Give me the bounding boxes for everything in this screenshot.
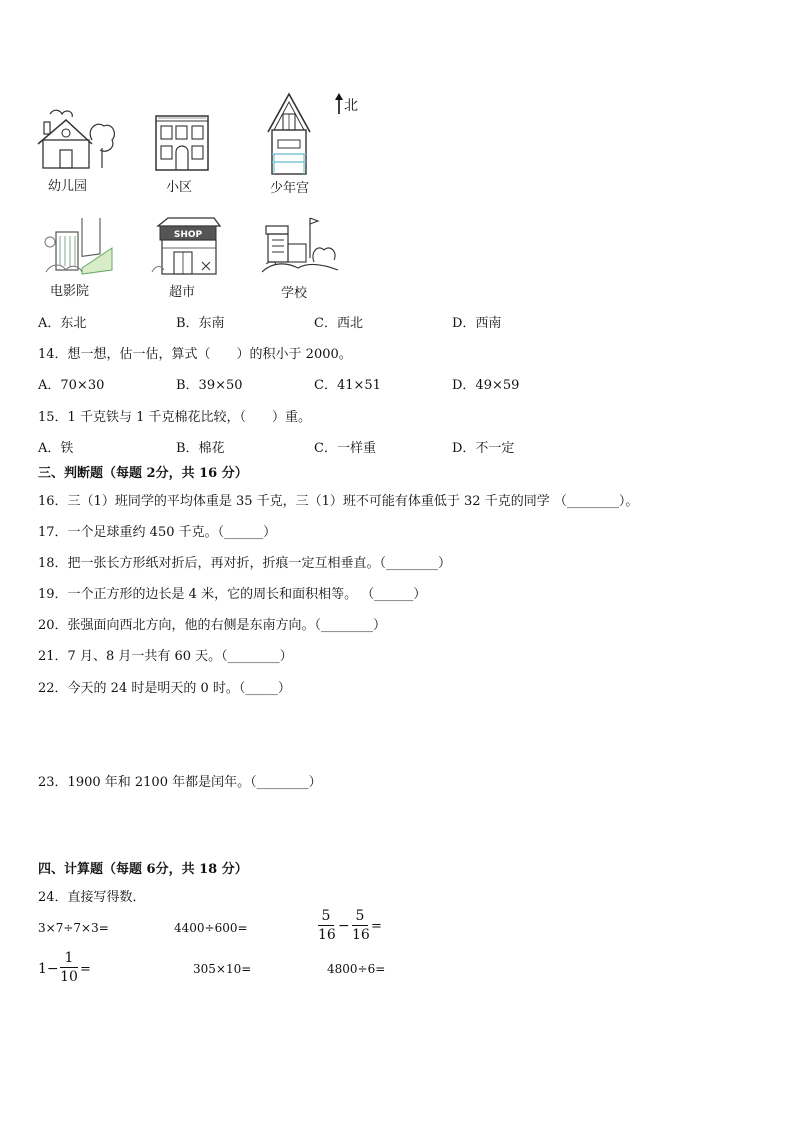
fraction-1: 5 16: [318, 908, 336, 943]
q15-option-c[interactable]: C．一样重: [314, 441, 376, 456]
place-label-cinema: 电影院: [50, 284, 90, 299]
judgment-18[interactable]: 18．把一张长方形纸对折后，再对折，折痕一定互相垂直。（________）: [38, 556, 452, 571]
equals-sign: =: [371, 919, 382, 934]
compass-north-label: 北: [344, 98, 358, 114]
calc-4[interactable]: 305×10=: [193, 962, 252, 976]
q13-option-b[interactable]: B．东南: [176, 316, 225, 331]
shop-sign-text: SHOP: [173, 230, 203, 240]
section-3-title: 三、判断题（每题 2分，共 16 分）: [38, 466, 248, 481]
judgment-16[interactable]: 16．三（1）班同学的平均体重是 35 千克，三（1）班不可能有体重低于 32 千克的同学 （________）。: [38, 494, 639, 509]
fraction-3: 1 10: [60, 950, 78, 985]
place-label-kindergarten: 幼儿园: [48, 179, 88, 194]
calc-5[interactable]: 4800÷6=: [327, 962, 386, 976]
apartment-building-icon: [152, 112, 212, 172]
q14-option-a[interactable]: A．70×30: [38, 378, 105, 393]
section-4-title: 四、计算题（每题 6分，共 18 分）: [38, 862, 248, 877]
youth-palace-icon: [264, 92, 314, 176]
place-label-youth-palace: 少年宫: [270, 181, 310, 196]
judgment-19[interactable]: 19．一个正方形的边长是 4 米，它的周长和面积相等。 （______）: [38, 587, 427, 602]
q15-option-a[interactable]: A．铁: [38, 441, 74, 456]
cinema-icon: [42, 218, 114, 278]
kindergarten-icon: [36, 100, 118, 172]
q24-question: 24．直接写得数．: [38, 890, 146, 905]
fraction-2: 5 16: [352, 908, 370, 943]
judgment-21[interactable]: 21．7 月、8 月一共有 60 天。（________）: [38, 649, 293, 664]
q13-option-a[interactable]: A．东北: [38, 316, 87, 331]
q15-option-d[interactable]: D．不一定: [452, 441, 515, 456]
judgment-23[interactable]: 23．1900 年和 2100 年都是闰年。（________）: [38, 775, 322, 790]
place-label-school: 学校: [281, 286, 308, 301]
equals-sign-2: =: [80, 962, 91, 977]
q15-option-b[interactable]: B．棉花: [176, 441, 225, 456]
q14-option-d[interactable]: D．49×59: [452, 378, 520, 393]
minus-sign: −: [338, 918, 350, 934]
judgment-20[interactable]: 20．张强面向西北方向，他的右侧是东南方向。（________）: [38, 618, 387, 633]
calc-1[interactable]: 3×7÷7×3=: [38, 921, 109, 935]
q13-option-c[interactable]: C．西北: [314, 316, 363, 331]
one-minus: 1−: [38, 961, 59, 977]
supermarket-icon: [150, 214, 224, 278]
judgment-22[interactable]: 22．今天的 24 时是明天的 0 时。（_____）: [38, 681, 291, 696]
place-label-apartment: 小区: [166, 180, 193, 195]
q14-option-c[interactable]: C．41×51: [314, 378, 381, 393]
q14-option-b[interactable]: B．39×50: [176, 378, 243, 393]
q14-question: 14．想一想，估一估，算式（ ）的积小于 2000。: [38, 347, 352, 362]
calc-2[interactable]: 4400÷600=: [174, 921, 248, 935]
school-icon: [262, 214, 342, 278]
judgment-17[interactable]: 17．一个足球重约 450 千克。（______）: [38, 525, 277, 540]
q15-question: 15．1 千克铁与 1 千克棉花比较，（ ）重。: [38, 410, 311, 425]
q13-option-d[interactable]: D．西南: [452, 316, 502, 331]
place-label-supermarket: 超市: [169, 285, 196, 300]
